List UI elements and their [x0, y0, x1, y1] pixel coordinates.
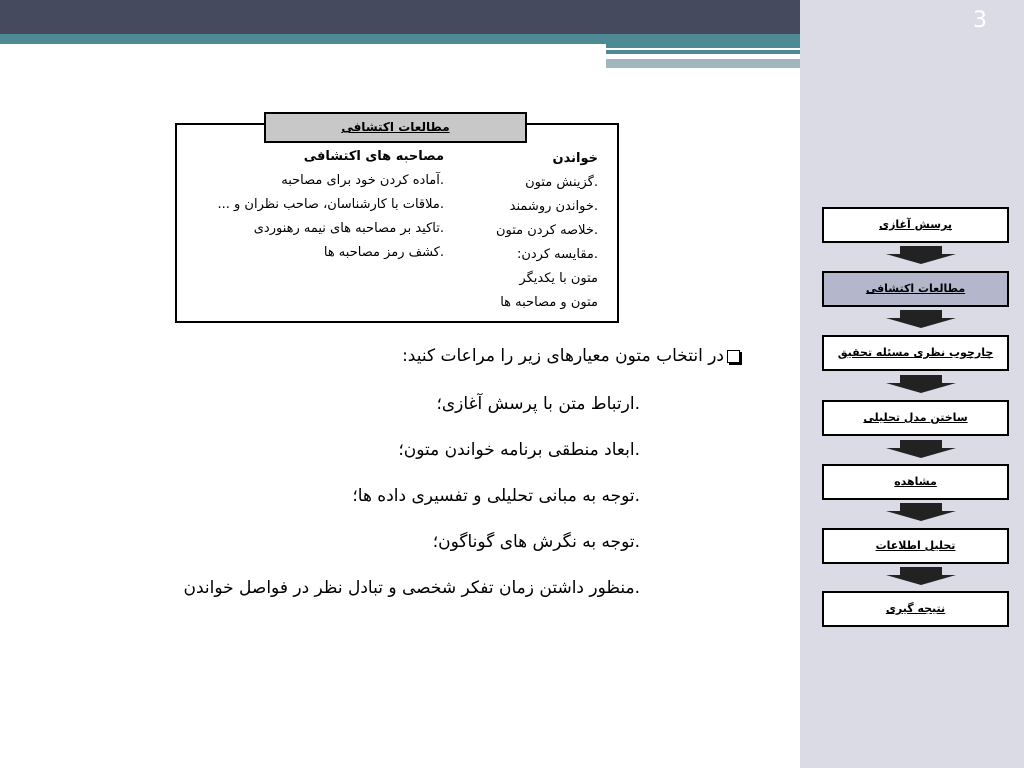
criteria-item: .توجه به نگرش های گوناگون؛	[432, 532, 640, 552]
interviews-item: .ملاقات با کارشناسان، صاحب نظران و ...	[217, 197, 444, 212]
flow-step-initial-question: پرسش آغازی	[822, 207, 1009, 243]
top-bar	[0, 0, 800, 34]
reading-column	[496, 147, 598, 315]
down-arrow-icon	[886, 310, 956, 328]
flow-step-data-analysis: تحلیل اطلاعات	[822, 528, 1009, 564]
flow-step-observation: مشاهده	[822, 464, 1009, 500]
criteria-list	[120, 392, 640, 622]
criteria-item: .منظور داشتن زمان تفکر شخصی و تبادل نظر در فواصل خواندن	[183, 578, 640, 598]
down-arrow-icon	[886, 503, 956, 521]
criteria-heading-text: در انتخاب متون معیارهای زیر را مراعات کنید:	[402, 346, 724, 366]
criteria-item: .ابعاد منطقی برنامه خواندن متون؛	[398, 440, 640, 460]
down-arrow-icon	[886, 246, 956, 264]
white-line	[0, 44, 606, 50]
checkbox-bullet-icon	[727, 350, 740, 363]
accent-line-dark	[606, 50, 800, 54]
criteria-item: .ارتباط متن با پرسش آغازی؛	[436, 394, 640, 414]
accent-line-light	[606, 59, 800, 68]
flow-step-conclusion: نتیجه گیری	[822, 591, 1009, 627]
flow-step-theoretical-framework: چارچوب نظری مسئله تحقیق	[822, 335, 1009, 371]
criteria-heading	[360, 346, 740, 366]
down-arrow-icon	[886, 440, 956, 458]
down-arrow-icon	[886, 567, 956, 585]
flow-step-exploratory-studies: مطالعات اکتشافی	[822, 271, 1009, 307]
interviews-column	[217, 145, 444, 265]
down-arrow-icon	[886, 375, 956, 393]
reading-item: .گزینش متون	[525, 175, 598, 190]
interviews-item: .تاکید بر مصاحبه های نیمه رهنوردی	[253, 221, 444, 236]
interviews-item: .کشف رمز مصاحبه ها	[323, 245, 444, 260]
criteria-item: .توجه به مبانی تحلیلی و تفسیری داده ها؛	[352, 486, 640, 506]
slide-number: 3	[973, 8, 987, 33]
flow-step-analytical-model: ساختن مدل تحلیلی	[822, 400, 1009, 436]
interviews-item: .آماده کردن خود برای مصاحبه	[281, 173, 444, 188]
reading-item: .خلاصه کردن متون	[495, 223, 598, 238]
reading-item: .خواندن روشمند	[509, 199, 598, 214]
reading-item: متون و مصاحبه ها	[500, 295, 598, 310]
reading-item: .مقایسه کردن:	[516, 247, 598, 262]
interviews-heading: مصاحبه های اکتشافی	[303, 149, 444, 164]
reading-heading: خواندن	[552, 151, 598, 166]
exploratory-studies-title: مطالعات اکتشافی	[264, 112, 527, 143]
reading-item: متون با یکدیگر	[519, 271, 598, 286]
